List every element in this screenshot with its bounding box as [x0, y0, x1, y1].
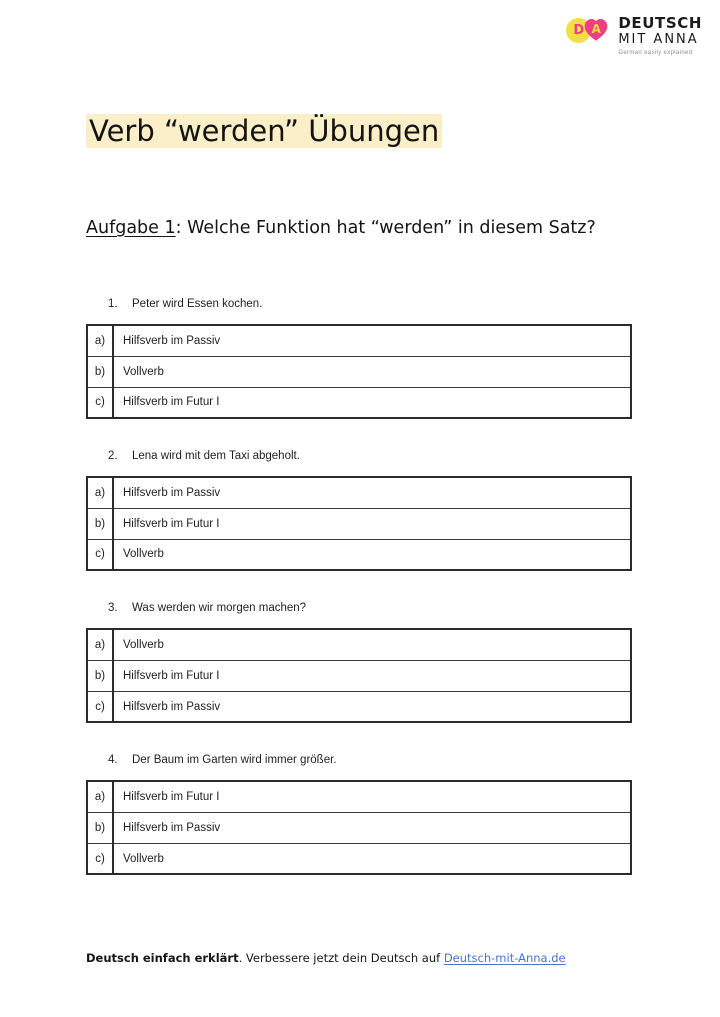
question-sentence: Was werden wir morgen machen?	[132, 602, 307, 615]
answer-option-row[interactable]	[87, 843, 631, 874]
question-sentence: Peter wird Essen kochen.	[132, 298, 263, 310]
question-block	[86, 296, 632, 419]
answer-option-text[interactable]: Hilfsverb im Futur I	[113, 660, 631, 691]
question-block	[86, 752, 632, 875]
answer-option-row[interactable]	[87, 387, 631, 418]
logo-marks	[566, 14, 612, 48]
question-sentence: Lena wird mit dem Taxi abgeholt.	[132, 450, 300, 463]
question-number: 4.	[108, 754, 118, 767]
answer-option-text[interactable]: Vollverb	[113, 843, 631, 874]
logo-name-line-2: MIT ANNA	[618, 31, 699, 47]
answer-options-table	[86, 476, 632, 571]
answer-option-letter: a)	[87, 781, 113, 812]
answer-option-text[interactable]: Hilfsverb im Passiv	[113, 812, 631, 843]
answer-option-row[interactable]	[87, 812, 631, 843]
answer-option-row[interactable]	[87, 539, 631, 570]
answer-option-letter: c)	[87, 539, 113, 570]
answer-option-letter: b)	[87, 660, 113, 691]
answer-options-table	[86, 628, 632, 723]
answer-option-row[interactable]	[87, 660, 631, 691]
logo-circle-letter: D	[573, 23, 585, 38]
answer-option-text[interactable]: Hilfsverb im Passiv	[123, 334, 221, 347]
answer-option-text[interactable]: Vollverb	[123, 639, 164, 652]
answer-option-row[interactable]	[87, 508, 631, 539]
question-line	[86, 448, 632, 464]
logo-wordmark	[618, 14, 702, 57]
answer-options-table	[86, 780, 632, 875]
logo-heart-letter: A	[591, 22, 601, 36]
question-line	[86, 600, 632, 616]
question-block	[86, 448, 632, 571]
logo-name-line-1: DEUTSCH	[618, 14, 702, 32]
question-number: 2.	[108, 450, 118, 463]
answer-option-text[interactable]: Hilfsverb im Passiv	[123, 486, 221, 499]
logo-tagline: German easily explained	[618, 50, 693, 56]
answer-option-text[interactable]: Vollverb	[113, 356, 631, 387]
question-number: 1.	[108, 298, 118, 310]
questions-list	[86, 296, 632, 904]
task-label: Aufgabe 1	[86, 218, 176, 238]
question-number: 3.	[108, 602, 118, 615]
answer-option-letter: c)	[87, 691, 113, 722]
page-title	[86, 107, 442, 157]
answer-option-text[interactable]: Hilfsverb im Futur I	[113, 387, 631, 418]
answer-option-letter: c)	[87, 843, 113, 874]
question-block	[86, 600, 632, 723]
answer-option-letter: a)	[87, 477, 113, 508]
answer-option-row[interactable]	[87, 325, 631, 356]
answer-option-row[interactable]	[87, 629, 631, 660]
answer-option-letter: a)	[87, 629, 113, 660]
brand-logo	[566, 14, 702, 57]
answer-option-letter: a)	[87, 325, 113, 356]
question-sentence: Der Baum im Garten wird immer größer.	[132, 754, 337, 767]
answer-option-text[interactable]: Vollverb	[113, 539, 631, 570]
answer-option-row[interactable]	[87, 477, 631, 508]
answer-option-letter: c)	[87, 387, 113, 418]
answer-options-table	[86, 324, 632, 419]
answer-option-text[interactable]: Hilfsverb im Passiv	[113, 691, 631, 722]
answer-option-letter: b)	[87, 508, 113, 539]
answer-option-text[interactable]: Hilfsverb im Futur I	[113, 508, 631, 539]
logo-heart-a-icon	[583, 17, 609, 43]
answer-option-letter: b)	[87, 356, 113, 387]
footer-middle-text: . Verbessere jetzt dein Deutsch auf	[238, 951, 444, 965]
footer-bold-text: Deutsch einfach erklärt	[86, 951, 239, 965]
answer-option-text[interactable]: Hilfsverb im Futur I	[123, 791, 220, 804]
footer-website-link[interactable]: Deutsch-mit-Anna.de	[443, 951, 566, 965]
page-title-text: Verb “werden” Übungen	[86, 114, 442, 148]
footer	[86, 950, 566, 966]
answer-option-row[interactable]	[87, 691, 631, 722]
task-heading	[86, 212, 606, 246]
answer-option-letter: b)	[87, 812, 113, 843]
question-line	[86, 752, 632, 768]
answer-option-row[interactable]	[87, 781, 631, 812]
task-question: : Welche Funktion hat “werden” in diesem Satz?	[175, 218, 596, 238]
question-line	[86, 296, 632, 312]
answer-option-row[interactable]	[87, 356, 631, 387]
